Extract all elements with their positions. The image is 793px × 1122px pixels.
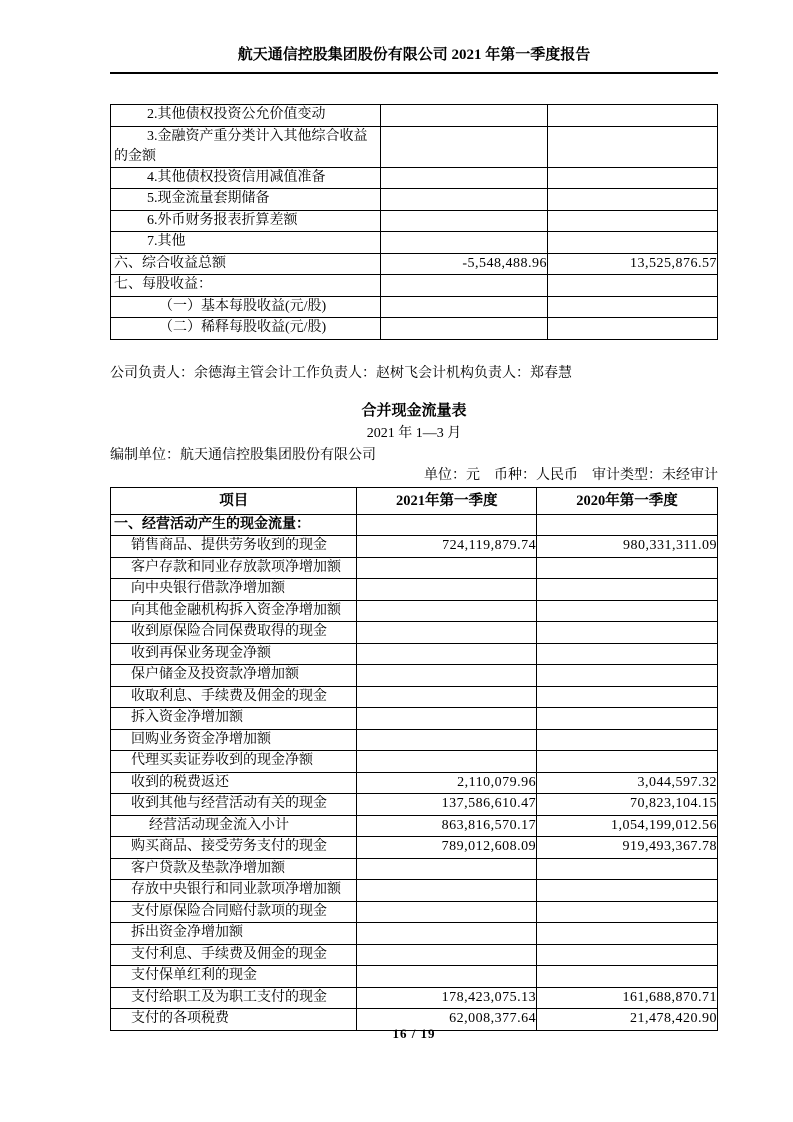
value-prior-period	[548, 232, 718, 254]
value-prior-period	[537, 686, 718, 708]
row-label: 拆出资金净增加额	[111, 923, 357, 945]
table-row	[111, 858, 718, 880]
header-divider	[110, 72, 718, 74]
row-label: 6.外币财务报表折算差额	[111, 210, 381, 232]
value-current-period: 863,816,570.17	[357, 815, 537, 837]
cashflow-table	[110, 487, 718, 1031]
value-prior-period	[548, 318, 718, 340]
row-label: 收取利息、手续费及佣金的现金	[111, 686, 357, 708]
table-row	[111, 210, 718, 232]
row-label: 销售商品、提供劳务收到的现金	[111, 536, 357, 558]
table-row	[111, 837, 718, 859]
value-current-period: 62,008,377.64	[357, 1009, 537, 1031]
row-label: 支付利息、手续费及佣金的现金	[111, 944, 357, 966]
table-row	[111, 794, 718, 816]
table-row	[111, 686, 718, 708]
value-current-period	[357, 729, 537, 751]
value-prior-period	[548, 189, 718, 211]
value-current-period: 2,110,079.96	[357, 772, 537, 794]
row-label: 收到其他与经营活动有关的现金	[111, 794, 357, 816]
value-prior-period: 21,478,420.90	[537, 1009, 718, 1031]
value-current-period	[357, 514, 537, 536]
row-label: 存放中央银行和同业款项净增加额	[111, 880, 357, 902]
row-label: 收到原保险合同保费取得的现金	[111, 622, 357, 644]
table-row	[111, 987, 718, 1009]
value-current-period	[357, 643, 537, 665]
value-current-period	[357, 600, 537, 622]
table-row	[111, 729, 718, 751]
value-prior-period	[537, 751, 718, 773]
row-label: 2.其他债权投资公允价值变动	[111, 105, 381, 127]
row-label: 支付给职工及为职工支付的现金	[111, 987, 357, 1009]
value-prior-period	[537, 729, 718, 751]
value-current-period: 178,423,075.13	[357, 987, 537, 1009]
value-current-period: -5,548,488.96	[380, 253, 548, 275]
row-label: 5.现金流量套期储备	[111, 189, 381, 211]
row-label: 收到的税费返还	[111, 772, 357, 794]
value-current-period	[357, 751, 537, 773]
table-row	[111, 600, 718, 622]
statement-title: 合并现金流量表	[361, 402, 467, 419]
row-label: 向中央银行借款净增加额	[111, 579, 357, 601]
page-content	[110, 0, 718, 1031]
table-row	[111, 579, 718, 601]
table-row	[111, 815, 718, 837]
table-row	[111, 880, 718, 902]
value-current-period	[380, 232, 548, 254]
table-row	[111, 557, 718, 579]
row-label: 7.其他	[111, 232, 381, 254]
row-label: 七、每股收益：	[111, 275, 381, 297]
table-row	[111, 901, 718, 923]
column-header-2021q1: 2021年第一季度	[357, 487, 537, 514]
value-prior-period	[537, 514, 718, 536]
table-row	[111, 966, 718, 988]
value-prior-period: 919,493,367.78	[537, 837, 718, 859]
value-prior-period: 3,044,597.32	[537, 772, 718, 794]
row-label: 六、综合收益总额	[111, 253, 381, 275]
table-row	[111, 318, 718, 340]
table-row	[111, 275, 718, 297]
unit-currency-audit-line: 单位：元 币种：人民币 审计类型：未经审计	[424, 467, 718, 483]
value-current-period	[357, 665, 537, 687]
value-current-period: 724,119,879.74	[357, 536, 537, 558]
report-header-title: 航天通信控股集团股份有限公司 2021 年第一季度报告	[237, 47, 591, 63]
row-label: 3.金融资产重分类计入其他综合收益的金额	[111, 126, 381, 167]
value-prior-period: 70,823,104.15	[537, 794, 718, 816]
value-current-period	[357, 880, 537, 902]
value-current-period	[380, 167, 548, 189]
table-row	[111, 126, 718, 167]
row-label: 购买商品、接受劳务支付的现金	[111, 837, 357, 859]
value-prior-period	[537, 622, 718, 644]
value-current-period	[357, 686, 537, 708]
table-row	[111, 253, 718, 275]
row-label: 4.其他债权投资信用减值准备	[111, 167, 381, 189]
row-label: 代理买卖证券收到的现金净额	[111, 751, 357, 773]
table-row	[111, 923, 718, 945]
income-statement-continued-table	[110, 104, 718, 340]
table-row	[111, 751, 718, 773]
row-label: 收到再保业务现金净额	[111, 643, 357, 665]
value-prior-period	[537, 643, 718, 665]
value-current-period	[380, 210, 548, 232]
value-current-period	[380, 318, 548, 340]
value-current-period	[380, 189, 548, 211]
value-prior-period	[537, 557, 718, 579]
table-row	[111, 296, 718, 318]
value-prior-period	[548, 210, 718, 232]
prepared-by-line: 编制单位：航天通信控股集团股份有限公司	[110, 447, 376, 463]
row-label: 支付的各项税费	[111, 1009, 357, 1031]
row-label: 回购业务资金净增加额	[111, 729, 357, 751]
value-current-period	[357, 944, 537, 966]
value-prior-period: 980,331,311.09	[537, 536, 718, 558]
cashflow-table-header-row	[111, 487, 718, 514]
value-current-period	[380, 275, 548, 297]
value-current-period: 137,586,610.47	[357, 794, 537, 816]
value-prior-period	[537, 579, 718, 601]
value-current-period	[357, 858, 537, 880]
row-label: （二）稀释每股收益(元/股)	[111, 318, 381, 340]
value-prior-period	[548, 105, 718, 127]
value-current-period	[357, 622, 537, 644]
value-prior-period	[537, 944, 718, 966]
value-current-period: 789,012,608.09	[357, 837, 537, 859]
table-row	[111, 189, 718, 211]
table-row	[111, 772, 718, 794]
value-current-period	[380, 105, 548, 127]
value-current-period	[357, 557, 537, 579]
row-label: 一、经营活动产生的现金流量：	[111, 514, 357, 536]
value-prior-period	[548, 126, 718, 167]
table-row	[111, 708, 718, 730]
column-header-item: 项目	[111, 487, 357, 514]
table-row	[111, 232, 718, 254]
row-label: （一）基本每股收益(元/股)	[111, 296, 381, 318]
row-label: 保户储金及投资款净增加额	[111, 665, 357, 687]
value-prior-period	[537, 708, 718, 730]
row-label: 拆入资金净增加额	[111, 708, 357, 730]
value-prior-period	[537, 880, 718, 902]
table-row	[111, 665, 718, 687]
table-row	[111, 536, 718, 558]
value-prior-period: 13,525,876.57	[548, 253, 718, 275]
row-label: 客户存款和同业存放款项净增加额	[111, 557, 357, 579]
statement-period: 2021 年 1—3 月	[366, 425, 462, 441]
value-prior-period: 1,054,199,012.56	[537, 815, 718, 837]
value-current-period	[357, 579, 537, 601]
value-prior-period	[548, 275, 718, 297]
table-row	[111, 944, 718, 966]
signatories-line: 公司负责人：余德海主管会计工作负责人：赵树飞会计机构负责人：郑春慧	[110, 365, 572, 381]
page-number: 16 / 19	[392, 1026, 436, 1041]
value-prior-period	[548, 167, 718, 189]
row-label: 支付保单红利的现金	[111, 966, 357, 988]
value-prior-period	[537, 901, 718, 923]
row-label: 客户贷款及垫款净增加额	[111, 858, 357, 880]
table-row	[111, 167, 718, 189]
value-prior-period	[537, 858, 718, 880]
value-current-period	[357, 923, 537, 945]
value-prior-period: 161,688,870.71	[537, 987, 718, 1009]
value-prior-period	[548, 296, 718, 318]
row-label: 支付原保险合同赔付款项的现金	[111, 901, 357, 923]
value-prior-period	[537, 966, 718, 988]
row-label: 经营活动现金流入小计	[111, 815, 357, 837]
table-row	[111, 514, 718, 536]
row-label: 向其他金融机构拆入资金净增加额	[111, 600, 357, 622]
value-prior-period	[537, 600, 718, 622]
table-row	[111, 105, 718, 127]
value-current-period	[380, 296, 548, 318]
table-row	[111, 643, 718, 665]
value-prior-period	[537, 923, 718, 945]
table-row	[111, 622, 718, 644]
value-prior-period	[537, 665, 718, 687]
value-current-period	[380, 126, 548, 167]
value-current-period	[357, 901, 537, 923]
column-header-2020q1: 2020年第一季度	[537, 487, 718, 514]
value-current-period	[357, 708, 537, 730]
value-current-period	[357, 966, 537, 988]
